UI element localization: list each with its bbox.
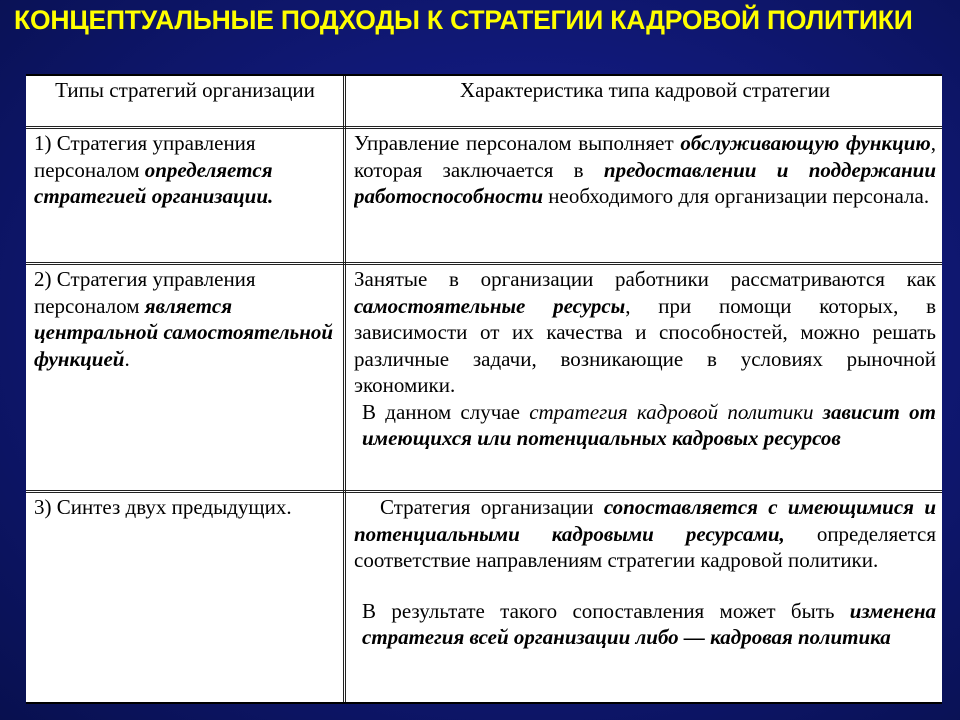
row-1-char-text: необходимого для организации персонала. [543, 184, 930, 208]
strategy-table [26, 74, 942, 704]
row-2-char-paragraph [354, 266, 936, 399]
row-3-char-emphasis: изменена стратегия всей организации либо — кадровая политика [362, 598, 936, 649]
row-3-char-text: определяется соответствие направлениям стратегии кадровой политики. [354, 521, 936, 572]
row-3-char-paragraph [354, 494, 936, 574]
row-divider [26, 262, 942, 265]
row-2-char-paragraph [354, 399, 936, 452]
row-1-char-text: , которая заключается в [354, 131, 936, 182]
row-1-type-emphasis: определяется стратегией организации. [34, 157, 274, 208]
row-2-type-text: . [124, 346, 130, 371]
row-2-type-cell [34, 266, 336, 488]
row-3-type-text: 3) Синтез двух предыдущих. [34, 495, 292, 519]
row-3-type-cell [34, 494, 336, 698]
row-2-char-text [814, 400, 823, 424]
paragraph-spacer [354, 574, 936, 598]
row-2-type-emphasis: является центральной самостоятельной функцией [34, 293, 334, 371]
row-1-type-text: 1) Стратегия управления персоналом [34, 131, 256, 182]
row-2-char-italic: стратегия кадровой политики [529, 399, 814, 424]
column-divider [343, 76, 346, 702]
row-2-type-text: 2) Стратегия управления персоналом [34, 267, 256, 318]
row-3-char-text: Стратегия организации [380, 495, 604, 519]
header-divider [26, 126, 942, 129]
row-1-type-cell [34, 130, 336, 260]
row-2-char-text: Занятые в организации работники рассматриваются как [354, 267, 936, 291]
row-3-char-emphasis: сопоставляется с имеющимися и потенциальными кадровыми ресурсами, [354, 495, 936, 546]
row-3-characteristic-cell [354, 494, 936, 698]
header-cell-types: Типы стратегий организации [55, 78, 315, 102]
row-3-char-paragraph [354, 598, 936, 651]
row-2-char-text: , при помощи которых, в зависимости от их качества и способностей, можно решать различные задачи, возникающие в условиях рыночной экономики. [354, 293, 936, 397]
row-1-characteristic-cell [354, 130, 936, 260]
row-3-char-text: В результате такого сопоставления может быть [362, 598, 850, 623]
row-2-char-text: В данном случае [362, 399, 530, 424]
row-1-char-text: Управление персоналом выполняет [354, 131, 681, 155]
row-divider [26, 490, 942, 493]
header-cell-characteristics: Характеристика типа кадровой стратегии [459, 78, 831, 102]
row-1-char-emphasis: предоставлении и поддержании работоспособности [354, 157, 936, 208]
row-2-characteristic-cell [354, 266, 936, 488]
row-2-char-emphasis: зависит от имеющихся или потенциальных кадровых ресурсов [362, 399, 936, 450]
slide-title: КОНЦЕПТУАЛЬНЫЕ ПОДХОДЫ К СТРАТЕГИИ КАДРОВОЙ ПОЛИТИКИ [14, 5, 913, 35]
row-2-char-emphasis: самостоятельные ресурсы [354, 293, 626, 318]
row-1-char-emphasis: обслуживающую функцию [680, 131, 931, 155]
